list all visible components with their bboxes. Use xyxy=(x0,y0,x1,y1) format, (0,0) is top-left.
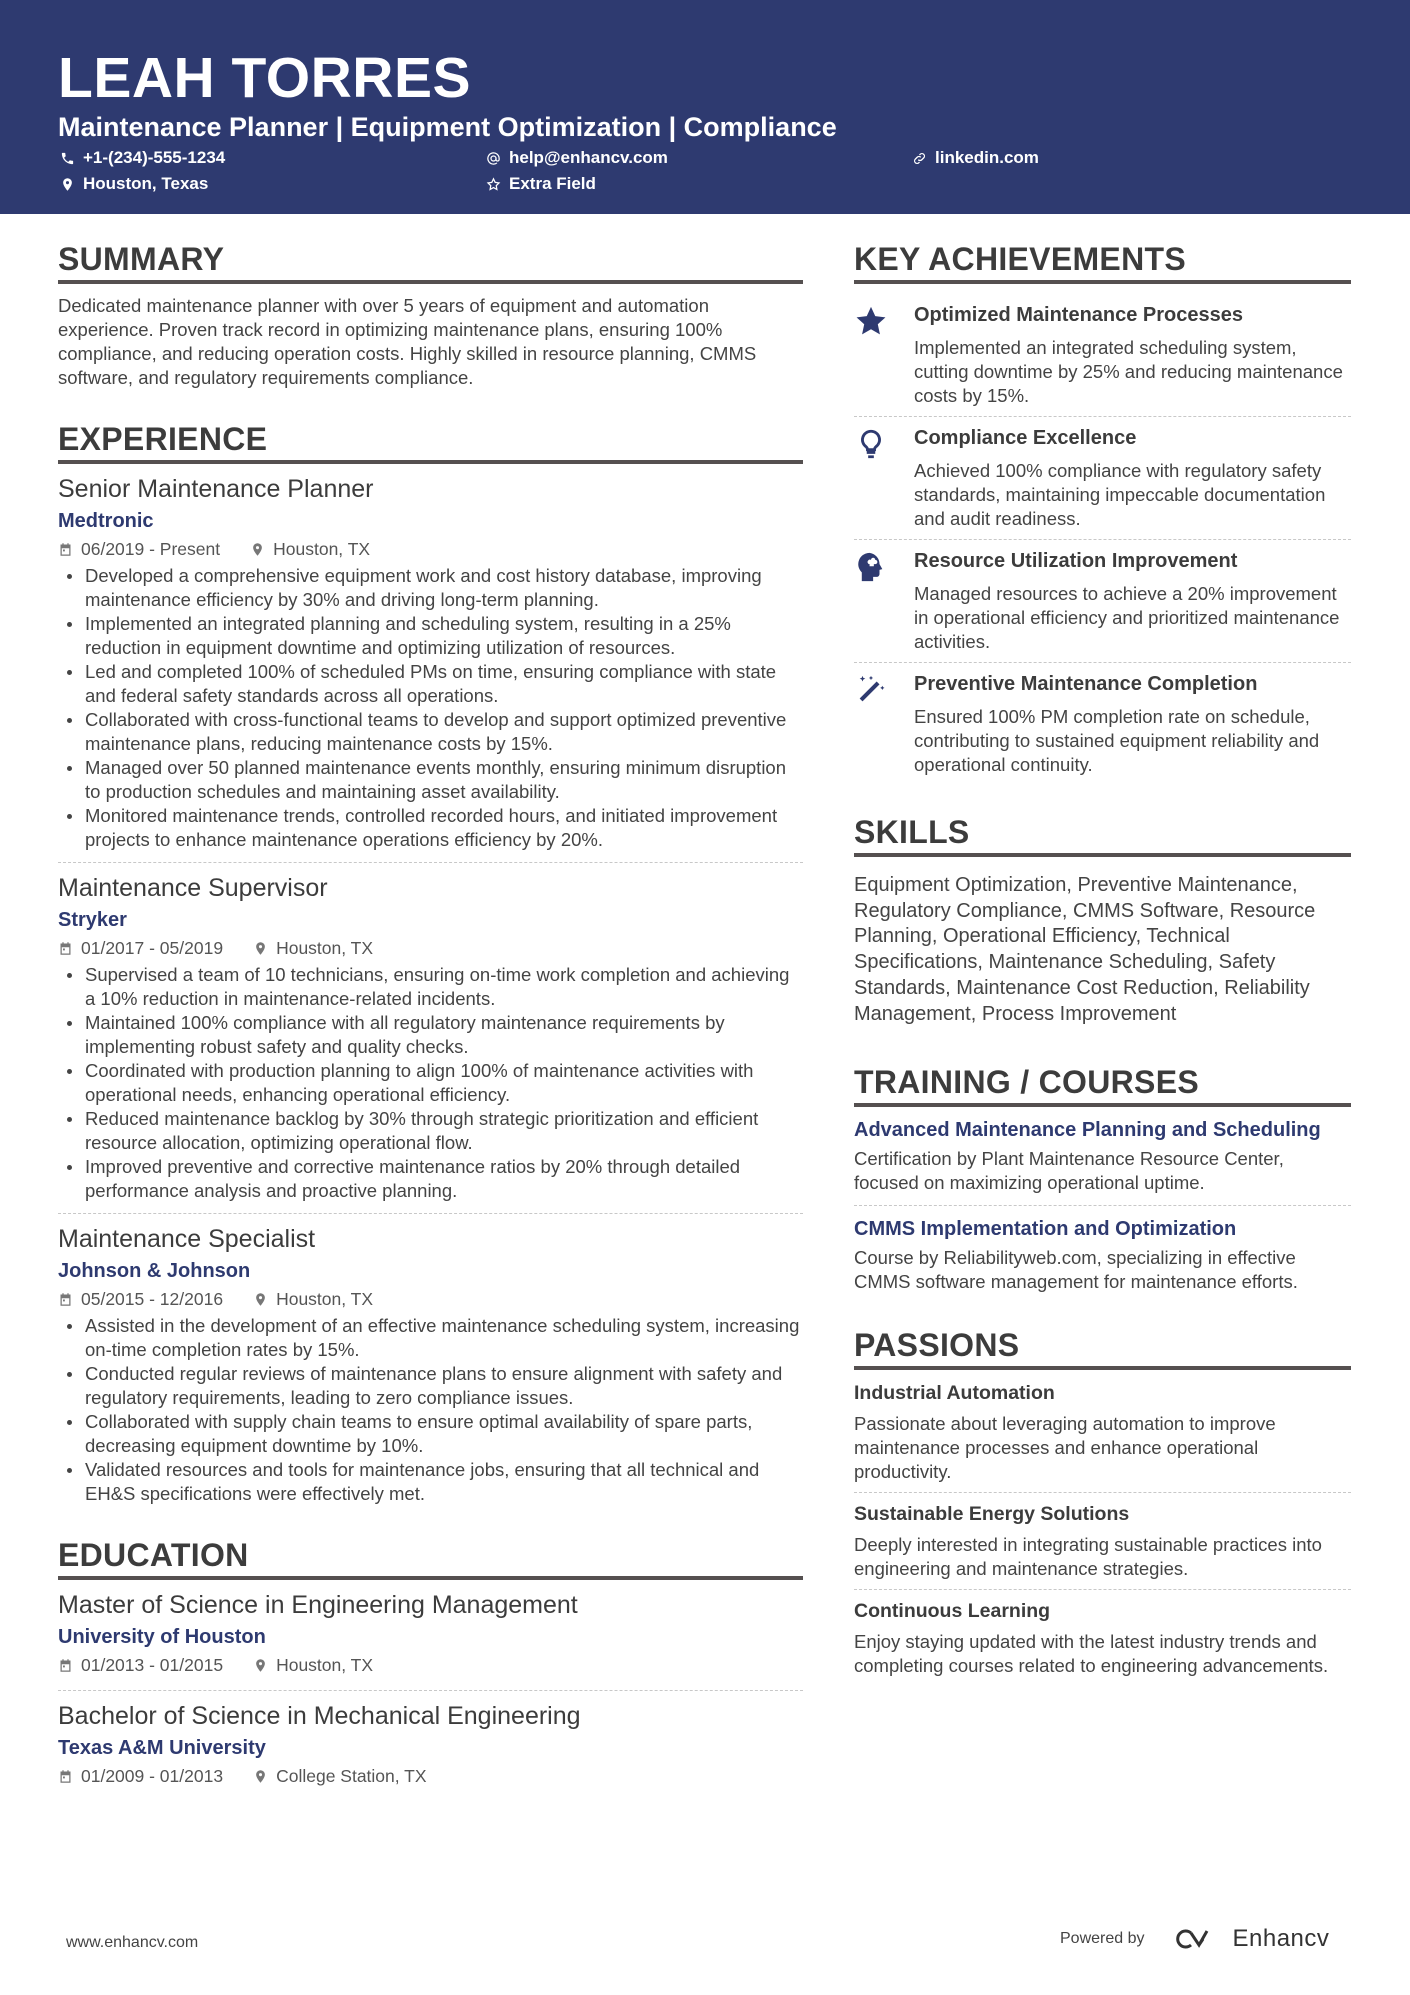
skills-section xyxy=(854,813,1351,1027)
calendar-icon xyxy=(58,941,73,956)
candidate-title: Maintenance Planner | Equipment Optimization | Compliance xyxy=(58,112,837,142)
achievement-item xyxy=(854,540,1351,663)
job-location xyxy=(253,937,373,959)
bullet-item: Conducted regular reviews of maintenance plans to ensure alignment with safety and regulatory requirements, leading to zero compliance issues. xyxy=(58,1362,803,1410)
bullet-item: Validated resources and tools for maintenance jobs, ensuring that all technical and EH&S specifications were effectively met. xyxy=(58,1458,803,1506)
phone-text: +1-(234)-555-1234 xyxy=(83,148,226,167)
experience-heading: EXPERIENCE xyxy=(58,420,803,464)
job-title: Senior Maintenance Planner xyxy=(58,475,374,503)
training-section xyxy=(854,1063,1351,1304)
passion-title: Sustainable Energy Solutions xyxy=(854,1503,1130,1526)
education-dates-text: 01/2009 - 01/2013 xyxy=(81,1766,224,1786)
degree-title: Bachelor of Science in Mechanical Engineering xyxy=(58,1702,581,1730)
job-entry xyxy=(58,474,803,863)
course-desc: Certification by Plant Maintenance Resource Center, focused on maximizing operational uptime. xyxy=(854,1148,1284,1194)
passion-desc: Deeply interested in integrating sustainable practices into engineering and maintenance strategies. xyxy=(854,1534,1322,1580)
bullet-item: Supervised a team of 10 technicians, ensuring on-time work completion and achieving a 10% reduction in maintenance-related incidents. xyxy=(58,963,803,1011)
education-location-text: College Station, TX xyxy=(276,1766,427,1786)
calendar-icon xyxy=(58,1292,73,1307)
achievement-desc: Achieved 100% compliance with regulatory safety standards, maintaining impeccable documentation and audit readiness. xyxy=(914,460,1326,529)
job-company: Medtronic xyxy=(58,510,154,532)
job-dates-text: 01/2017 - 05/2019 xyxy=(81,938,224,958)
calendar-icon xyxy=(58,1658,73,1673)
job-bullets xyxy=(58,1314,803,1506)
summary-section xyxy=(58,240,803,390)
location-pin-icon xyxy=(250,542,265,557)
job-bullets xyxy=(58,963,803,1203)
job-location-text: Houston, TX xyxy=(276,938,374,958)
course-item xyxy=(854,1117,1351,1206)
bullet-item: Monitored maintenance trends, controlled recorded hours, and initiated improvement projects to enhance maintenance operations efficiency by 20%. xyxy=(58,804,803,852)
bullet-item: Maintained 100% compliance with all regulatory maintenance requirements by implementing robust safety and quality checks. xyxy=(58,1011,803,1059)
bullet-item: Managed over 50 planned maintenance events monthly, ensuring minimum disruption to production schedules and maintaining asset availability. xyxy=(58,756,803,804)
passion-item xyxy=(854,1380,1351,1493)
bullet-item: Improved preventive and corrective maintenance ratios by 20% through detailed performance analysis and proactive planning. xyxy=(58,1155,803,1203)
calendar-icon xyxy=(58,1769,73,1784)
bullet-item: Collaborated with cross-functional teams to develop and support optimized preventive maintenance plans, reducing maintenance costs by 15%. xyxy=(58,708,803,756)
star-outline-icon xyxy=(486,177,501,192)
location-text: Houston, Texas xyxy=(83,174,209,193)
job-company: Johnson & Johnson xyxy=(58,1260,251,1282)
education-heading: EDUCATION xyxy=(58,1536,803,1580)
education-meta xyxy=(58,1765,803,1787)
skills-text: Equipment Optimization, Preventive Maintenance, Regulatory Compliance, CMMS Software, Resource Planning, Operational Efficiency, Technical Specifications, Maintenance Scheduling, Safety Standards, Maintenance Cost Reduction, Reliability Management, Process Improvement xyxy=(854,874,1316,1025)
job-meta xyxy=(58,538,803,560)
bullet-item: Collaborated with supply chain teams to ensure optimal availability of spare parts, decreasing equipment downtime by 10%. xyxy=(58,1410,803,1458)
training-heading: TRAINING / COURSES xyxy=(854,1063,1351,1107)
extra-text: Extra Field xyxy=(509,174,596,193)
passion-item xyxy=(854,1501,1351,1590)
education-section xyxy=(58,1536,803,1801)
achievements-heading: KEY ACHIEVEMENTS xyxy=(854,240,1351,284)
linkedin-text: linkedin.com xyxy=(935,148,1039,167)
powered-by-text: Powered by xyxy=(1060,1930,1145,1947)
education-meta xyxy=(58,1654,803,1676)
magic-wand-icon xyxy=(854,673,888,707)
course-title: Advanced Maintenance Planning and Scheduling xyxy=(854,1119,1321,1142)
achievement-title: Preventive Maintenance Completion xyxy=(914,673,1258,695)
brand-name: Enhancv xyxy=(1232,1925,1330,1952)
education-location-text: Houston, TX xyxy=(276,1655,374,1675)
job-meta xyxy=(58,937,803,959)
passion-title: Industrial Automation xyxy=(854,1382,1055,1405)
enhancv-logo-icon xyxy=(1171,1926,1219,1952)
candidate-name: LEAH TORRES xyxy=(58,46,471,110)
location-pin-icon xyxy=(253,1292,268,1307)
skills-heading: SKILLS xyxy=(854,813,1351,857)
bullet-item: Developed a comprehensive equipment work and cost history database, improving maintenance efficiency by 30% and driving long-term planning. xyxy=(58,564,803,612)
lightbulb-icon xyxy=(854,427,888,461)
achievement-item xyxy=(854,663,1351,785)
bullet-item: Coordinated with production planning to align 100% of maintenance activities with operational needs, enhancing operational efficiency. xyxy=(58,1059,803,1107)
education-location xyxy=(253,1765,426,1787)
experience-section xyxy=(58,420,803,1516)
contact-location xyxy=(60,173,208,195)
achievements-section xyxy=(854,240,1351,785)
education-location xyxy=(253,1654,373,1676)
location-pin-icon xyxy=(253,1769,268,1784)
job-location xyxy=(250,538,370,560)
location-pin-icon xyxy=(253,941,268,956)
achievement-desc: Managed resources to achieve a 20% improvement in operational efficiency and prioritized maintenance activities. xyxy=(914,583,1340,652)
course-desc: Course by Reliabilityweb.com, specializing in effective CMMS software management for maintenance efforts. xyxy=(854,1247,1298,1293)
degree-title: Master of Science in Engineering Management xyxy=(58,1591,578,1619)
location-pin-icon xyxy=(60,177,75,192)
job-dates xyxy=(58,1288,223,1310)
course-item xyxy=(854,1216,1351,1304)
footer-website[interactable]: www.enhancv.com xyxy=(66,1934,199,1951)
resume-header xyxy=(0,0,1410,214)
job-entry xyxy=(58,1224,803,1516)
job-title: Maintenance Supervisor xyxy=(58,874,328,902)
head-brain-icon xyxy=(854,550,888,584)
location-pin-icon xyxy=(253,1658,268,1673)
achievement-desc: Implemented an integrated scheduling system, cutting downtime by 25% and reducing maintenance costs by 15%. xyxy=(914,337,1343,406)
job-location xyxy=(253,1288,373,1310)
email-text: help@enhancv.com xyxy=(509,148,668,167)
job-dates-text: 05/2015 - 12/2016 xyxy=(81,1289,224,1309)
achievement-title: Optimized Maintenance Processes xyxy=(914,304,1244,326)
passions-heading: PASSIONS xyxy=(854,1326,1351,1370)
summary-text: Dedicated maintenance planner with over 5 years of equipment and automation experience. Proven track record in optimizing maintenance plans, ensuring 100% compliance, and reducing operation costs. Highly skilled in resource planning, CMMS software, and regulatory requirements compliance. xyxy=(58,295,757,388)
education-entry xyxy=(58,1701,803,1801)
at-icon xyxy=(486,151,501,166)
bullet-item: Reduced maintenance backlog by 30% through strategic prioritization and efficient resource allocation, optimizing operational flow. xyxy=(58,1107,803,1155)
school-name: University of Houston xyxy=(58,1626,266,1648)
contact-linkedin[interactable] xyxy=(912,147,1039,169)
school-name: Texas A&M University xyxy=(58,1737,266,1759)
education-entry xyxy=(58,1590,803,1691)
achievement-item xyxy=(854,417,1351,540)
passion-title: Continuous Learning xyxy=(854,1600,1051,1623)
job-dates xyxy=(58,538,220,560)
education-dates-text: 01/2013 - 01/2015 xyxy=(81,1655,224,1675)
achievement-title: Compliance Excellence xyxy=(914,427,1137,449)
job-meta xyxy=(58,1288,803,1310)
bullet-item: Led and completed 100% of scheduled PMs on time, ensuring compliance with state and federal safety standards across all operations. xyxy=(58,660,803,708)
job-bullets xyxy=(58,564,803,852)
star-icon xyxy=(854,304,888,338)
achievement-desc: Ensured 100% PM completion rate on schedule, contributing to sustained equipment reliability and operational continuity. xyxy=(914,706,1320,775)
passions-section xyxy=(854,1326,1351,1686)
achievement-item xyxy=(854,294,1351,417)
contact-extra xyxy=(486,173,596,195)
summary-heading: SUMMARY xyxy=(58,240,803,284)
contact-email[interactable] xyxy=(486,147,668,169)
passion-item xyxy=(854,1598,1351,1686)
job-dates xyxy=(58,937,223,959)
job-location-text: Houston, TX xyxy=(273,539,371,559)
job-location-text: Houston, TX xyxy=(276,1289,374,1309)
passion-desc: Passionate about leveraging automation to improve maintenance processes and enhance operational productivity. xyxy=(854,1413,1276,1483)
course-title: CMMS Implementation and Optimization xyxy=(854,1218,1237,1241)
left-column xyxy=(58,240,803,1811)
bullet-item: Assisted in the development of an effective maintenance scheduling system, increasing on-time completion rates by 15%. xyxy=(58,1314,803,1362)
footer-brand[interactable] xyxy=(1060,1925,1329,1953)
bullet-item: Implemented an integrated planning and scheduling system, resulting in a 25% reduction in equipment downtime and optimizing utilization of resources. xyxy=(58,612,803,660)
phone-icon xyxy=(60,151,75,166)
job-company: Stryker xyxy=(58,909,127,931)
passion-desc: Enjoy staying updated with the latest industry trends and completing courses related to engineering advancements. xyxy=(854,1631,1329,1677)
link-icon xyxy=(912,151,927,166)
achievement-title: Resource Utilization Improvement xyxy=(914,550,1238,572)
job-dates-text: 06/2019 - Present xyxy=(81,539,221,559)
education-dates xyxy=(58,1654,223,1676)
job-entry xyxy=(58,873,803,1214)
calendar-icon xyxy=(58,542,73,557)
contact-phone[interactable] xyxy=(60,147,225,169)
job-title: Maintenance Specialist xyxy=(58,1225,316,1253)
right-column xyxy=(854,240,1351,1694)
education-dates xyxy=(58,1765,223,1787)
